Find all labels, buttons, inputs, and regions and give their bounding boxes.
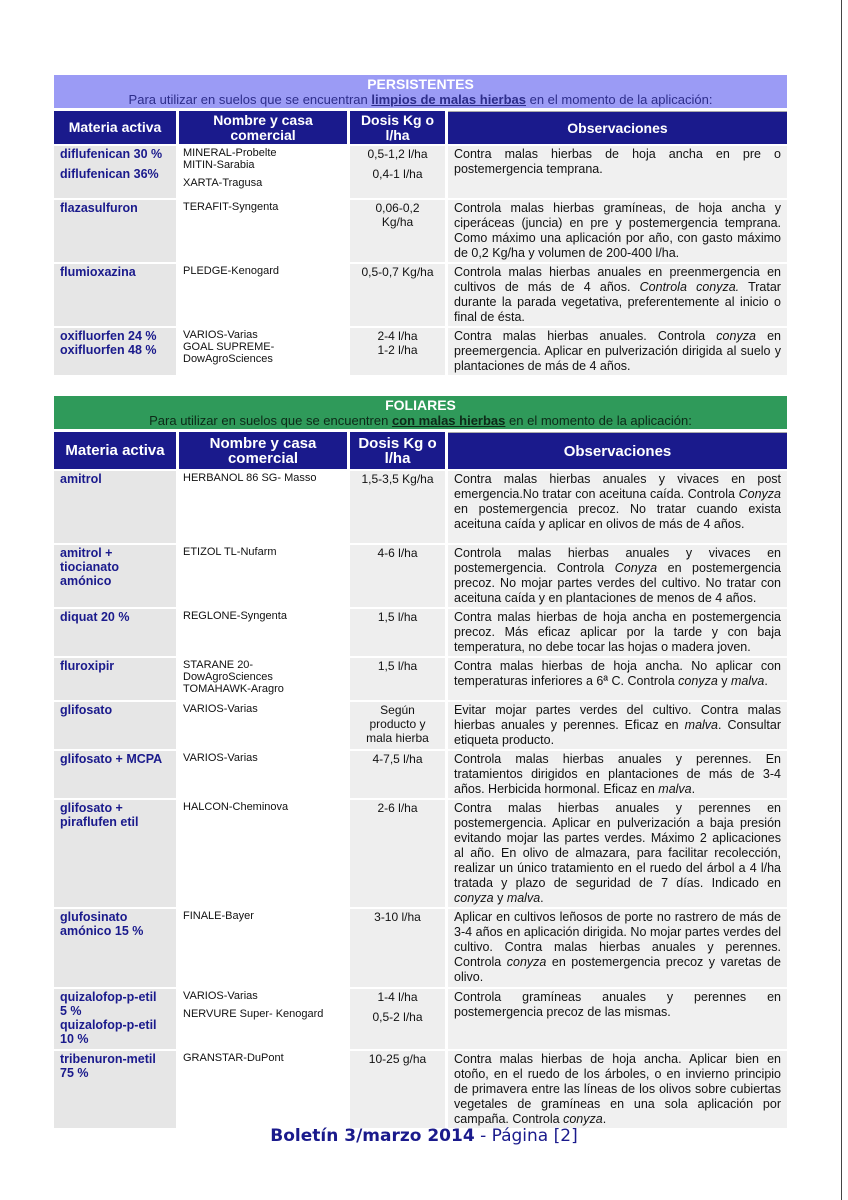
dosis-cell-line: 1-2 l/ha <box>377 343 418 357</box>
foliares-title: FOLIARES <box>385 397 456 413</box>
dosis-cell <box>350 909 445 987</box>
observaciones-cell <box>448 545 787 607</box>
persistentes-header <box>54 75 787 108</box>
observaciones-cell: Controla gramíneas anuales y perennes en postemergencia precoz de las mismas. <box>448 989 787 1049</box>
observation-text: en postemergencia precoz y varetas de olivo. <box>454 955 781 984</box>
dosis-cell <box>350 751 445 798</box>
dosis-cell-line: 1,5 l/ha <box>377 659 418 673</box>
observation-text: . Consultar etiqueta producto. <box>454 718 781 747</box>
nombre-comercial-cell-line: VARIOS-Varias <box>183 752 258 764</box>
col-dosis: Dosis Kg o l/ha <box>350 111 445 144</box>
materia-activa-cell-line: oxifluorfen 24 % <box>60 329 157 343</box>
nombre-comercial-cell-line: HERBANOL 86 SG- Masso <box>183 472 317 484</box>
materia-activa-cell <box>54 146 176 198</box>
dosis-cell-line: 1,5-3,5 Kg/ha <box>361 472 434 486</box>
species-name: conyza <box>563 1112 603 1126</box>
materia-activa-cell-line: fluroxipir <box>60 659 115 673</box>
observaciones-cell <box>448 658 787 700</box>
materia-activa-cell <box>54 609 176 656</box>
table-row <box>54 471 787 543</box>
materia-activa-cell-line: tribenuron-metil <box>60 1052 156 1066</box>
materia-activa-cell-line: diflufenican 30 % <box>60 147 163 161</box>
table-row <box>54 200 787 262</box>
observation-text: Contra malas hierbas anuales y perennes en postemergencia. Aplicar en pulverización a baja presión evitando mojar las partes verdes. Máximo 2 aplicaciones al año. En olivo de almazara, para facilitar recolección, realizar un único tratamiento en el ruedo del árbol a 4 l/ha tratada y plazo de seguridad de 7 días. Indicado en <box>454 801 781 890</box>
observation-text: . <box>691 782 696 796</box>
materia-activa-cell <box>54 751 176 798</box>
observation-text: Contra malas hierbas anuales y vivaces en post emergencia.No tratar con aceituna caída. Controla <box>454 472 781 501</box>
observation-text: . <box>602 1112 607 1126</box>
observation-text: Evitar mojar partes verdes del cultivo. Contra malas hierbas anuales y perennes. Eficaz en <box>454 703 781 732</box>
nombre-comercial-cell-line: VARIOS-Varias <box>183 990 258 1002</box>
nombre-comercial-cell-line: ETIZOL TL-Nufarm <box>183 546 277 558</box>
species-name: malva <box>506 891 541 905</box>
table-row <box>54 909 787 987</box>
observaciones-cell: Contra malas hierbas de hoja ancha en pre o postemergencia temprana. <box>448 146 787 198</box>
col-dosis: Dosis Kg o l/ha <box>350 432 445 469</box>
materia-activa-cell <box>54 264 176 326</box>
table-row <box>54 545 787 607</box>
nombre-comercial-cell <box>179 909 347 987</box>
observation-text: Contra malas hierbas anuales. Controla <box>454 329 717 343</box>
nombre-comercial-cell-line: FINALE-Bayer <box>183 910 254 922</box>
dosis-cell-line: producto y <box>369 717 426 731</box>
species-name: Conyza <box>738 487 781 501</box>
nombre-comercial-cell <box>179 471 347 543</box>
materia-activa-cell <box>54 328 176 375</box>
materia-activa-cell-line: 75 % <box>60 1066 89 1080</box>
dosis-cell-line: 1,5 l/ha <box>377 610 418 624</box>
observaciones-cell <box>448 328 787 375</box>
dosis-cell-line: 1-4 l/ha <box>377 990 418 1004</box>
dosis-cell <box>350 328 445 375</box>
nombre-comercial-cell-line: GRANSTAR-DuPont <box>183 1052 284 1064</box>
nombre-comercial-cell-line: XARTA-Tragusa <box>183 177 263 189</box>
materia-activa-cell-line: amitrol <box>60 472 102 486</box>
col-nombre-casa: Nombre y casa comercial <box>179 432 347 469</box>
nombre-comercial-cell-line: DowAgroSciences <box>183 671 273 683</box>
dosis-cell-line: 2-6 l/ha <box>377 801 418 815</box>
observaciones-cell <box>448 751 787 798</box>
footer-bulletin: Boletín 3/marzo 2014 <box>270 1126 475 1146</box>
observation-text: . <box>764 674 768 688</box>
table-row <box>54 989 787 1049</box>
nombre-comercial-cell-line: REGLONE-Syngenta <box>183 610 287 622</box>
foliares-table <box>54 396 787 1128</box>
species-name: malva <box>730 674 765 688</box>
materia-activa-cell-line: 5 % <box>60 1004 82 1018</box>
materia-activa-cell-line: diquat 20 % <box>60 610 130 624</box>
materia-activa-cell-line: glifosato <box>60 703 113 717</box>
materia-activa-cell-line: glifosato + <box>60 801 123 815</box>
dosis-cell <box>350 658 445 700</box>
materia-activa-cell <box>54 545 176 607</box>
col-materia-activa: Materia activa <box>54 432 176 469</box>
page-footer <box>0 1126 848 1146</box>
foliares-subtitle: Para utilizar en suelos que se encuentren con malas hierbas en el momento de la aplicación: <box>149 413 692 428</box>
nombre-comercial-cell-line: NERVURE Super- Kenogard <box>183 1008 324 1020</box>
observation-text: Aplicar en cultivos leñosos de porte no rastrero de más de 3-4 años en aplicación dirigida. No mojar partes verdes del cultivo. Contra malas hierbas anuales y perennes. Controla <box>454 910 781 969</box>
dosis-cell-line: 0,06-0,2 <box>375 201 420 215</box>
materia-activa-cell-line: diflufenican 36% <box>60 167 159 181</box>
footer-page: - Página [2] <box>474 1126 578 1146</box>
materia-activa-cell-line: piraflufen etil <box>60 815 139 829</box>
species-name: Conyza <box>614 561 658 575</box>
dosis-cell <box>350 609 445 656</box>
table-row <box>54 800 787 907</box>
table-row <box>54 751 787 798</box>
nombre-comercial-cell-line: HALCON-Cheminova <box>183 801 289 813</box>
nombre-comercial-cell <box>179 658 347 700</box>
nombre-comercial-cell-line: VARIOS-Varias <box>183 703 258 715</box>
foliares-column-headers <box>54 432 787 469</box>
nombre-comercial-cell-line: PLEDGE-Kenogard <box>183 265 279 277</box>
observation-text: Contra malas hierbas de hoja ancha. Aplicar bien en otoño, en el ruedo de los árboles, o en invierno principio de primavera entre las líneas de los olivos sobre cubiertas vegetales de gramíneas en una sola aplicación por campaña. Controla <box>454 1052 781 1126</box>
dosis-cell <box>350 545 445 607</box>
col-nombre-casa: Nombre y casa comercial <box>179 111 347 144</box>
species-name: conyza <box>716 329 756 343</box>
dosis-cell-line: 0,4-1 l/ha <box>372 167 423 181</box>
dosis-cell-line: 2-4 l/ha <box>377 329 418 343</box>
species-name: conyza <box>506 955 547 969</box>
observation-text: y <box>493 891 507 905</box>
table-row <box>54 1051 787 1128</box>
nombre-comercial-cell <box>179 702 347 749</box>
nombre-comercial-cell <box>179 264 347 326</box>
observation-text: Controla malas hierbas anuales en preenmergencia en cultivos de más de 4 años. <box>454 265 781 294</box>
observaciones-cell <box>448 909 787 987</box>
materia-activa-cell <box>54 658 176 700</box>
nombre-comercial-cell-line: DowAgroSciences <box>183 353 273 365</box>
nombre-comercial-cell <box>179 989 347 1049</box>
materia-activa-cell <box>54 1051 176 1128</box>
observation-text: Controla malas hierbas anuales y perennes. En tratamientos dirigidos en plantaciones de más de 3-4 años. Herbicida hormonal. Eficaz en <box>454 752 781 796</box>
dosis-cell-line: 4-6 l/ha <box>377 546 418 560</box>
materia-activa-cell <box>54 471 176 543</box>
dosis-cell <box>350 200 445 262</box>
observation-text: . <box>540 891 544 905</box>
foliares-rows <box>54 471 787 1128</box>
persistentes-title: PERSISTENTES <box>367 76 474 92</box>
nombre-comercial-cell-line: TERAFIT-Syngenta <box>183 201 279 213</box>
nombre-comercial-cell <box>179 800 347 907</box>
dosis-cell <box>350 146 445 198</box>
observation-text: y <box>717 674 731 688</box>
observaciones-cell <box>448 800 787 907</box>
table-row <box>54 702 787 749</box>
nombre-comercial-cell <box>179 328 347 375</box>
nombre-comercial-cell-line: STARANE 20- <box>183 659 254 671</box>
dosis-cell-line: 10-25 g/ha <box>368 1052 427 1066</box>
nombre-comercial-cell <box>179 545 347 607</box>
dosis-cell-line: Kg/ha <box>381 215 414 229</box>
materia-activa-cell <box>54 800 176 907</box>
materia-activa-cell <box>54 702 176 749</box>
materia-activa-cell-line: 10 % <box>60 1032 89 1046</box>
observation-text: Controla malas hierbas anuales y vivaces en postemergencia. Controla <box>454 546 781 575</box>
materia-activa-cell-line: amónico <box>60 574 112 588</box>
observaciones-cell <box>448 1051 787 1128</box>
dosis-cell-line: 0,5-2 l/ha <box>372 1010 423 1024</box>
observation-text: en postemergencia precoz. No tratar cuando exista aceituna caída y aplicar en olivos de más de 4 años. <box>454 502 781 531</box>
nombre-comercial-cell-line: TOMAHAWK-Aragro <box>183 683 284 695</box>
table-row <box>54 328 787 375</box>
species-name: conyza <box>678 674 718 688</box>
materia-activa-cell-line: amitrol + <box>60 546 113 560</box>
persistentes-subtitle: Para utilizar en suelos que se encuentran limpios de malas hierbas en el momento de la aplicación: <box>128 92 713 107</box>
species-name: conyza <box>454 891 494 905</box>
observation-text: Contra malas hierbas de hoja ancha. No aplicar con temperaturas inferiores a 6ª C. Controla <box>454 659 781 688</box>
table-row <box>54 264 787 326</box>
nombre-comercial-cell-line: VARIOS-Varias <box>183 329 258 341</box>
nombre-comercial-cell <box>179 751 347 798</box>
observation-text: en postemergencia precoz. No mojar partes verdes del cultivo. No tratar con aceituna caída y en plantaciones de menos de 4 años. <box>454 561 782 605</box>
materia-activa-cell <box>54 989 176 1049</box>
nombre-comercial-cell <box>179 200 347 262</box>
nombre-comercial-cell <box>179 146 347 198</box>
persistentes-column-headers <box>54 111 787 144</box>
species-name: Controla conyza. <box>639 280 740 294</box>
col-observaciones: Observaciones <box>448 111 787 144</box>
materia-activa-cell-line: amónico 15 % <box>60 924 144 938</box>
observation-text: Tratar durante la parada vegetativa, preferentemente al inicio o final de ésta. <box>454 280 781 324</box>
materia-activa-cell-line: flazasulfuron <box>60 201 138 215</box>
materia-activa-cell <box>54 200 176 262</box>
materia-activa-cell-line: oxifluorfen 48 % <box>60 343 157 357</box>
materia-activa-cell-line: quizalofop-p-etil <box>60 1018 157 1032</box>
materia-activa-cell-line: glifosato + MCPA <box>60 752 163 766</box>
nombre-comercial-cell <box>179 1051 347 1128</box>
materia-activa-cell-line: flumioxazina <box>60 265 136 279</box>
persistentes-rows <box>54 146 787 375</box>
table-row <box>54 658 787 700</box>
col-observaciones: Observaciones <box>448 432 787 469</box>
observaciones-cell <box>448 264 787 326</box>
table-row <box>54 146 787 198</box>
dosis-cell-line: 3-10 l/ha <box>374 910 421 924</box>
observation-text: en preemergencia. Aplicar en pulverización dirigida al suelo y plantaciones de más de 4 años. <box>454 329 781 373</box>
page-edge-line <box>841 0 842 1200</box>
materia-activa-cell-line: quizalofop-p-etil <box>60 990 157 1004</box>
observaciones-cell <box>448 471 787 543</box>
dosis-cell <box>350 702 445 749</box>
foliares-header <box>54 396 787 429</box>
dosis-cell <box>350 989 445 1049</box>
observaciones-cell: Contra malas hierbas de hoja ancha en postemergencia precoz. Más eficaz aplicar por la tarde y con baja temperatura, no debe tocar las hojas o madera joven. <box>448 609 787 656</box>
nombre-comercial-cell <box>179 609 347 656</box>
materia-activa-cell-line: glufosinato <box>60 910 128 924</box>
dosis-cell <box>350 264 445 326</box>
observaciones-cell <box>448 702 787 749</box>
observaciones-cell: Controla malas hierbas gramíneas, de hoja ancha y ciperáceas (juncia) en pre y postemergencia temprana. Como máximo una aplicación por año, con gasto máximo de 0,2 Kg/ha y volumen de 200-400 l/ha. <box>448 200 787 262</box>
materia-activa-cell-line: tiocianato <box>60 560 120 574</box>
nombre-comercial-cell-line: MINERAL-Probelte <box>183 147 277 159</box>
dosis-cell <box>350 800 445 907</box>
materia-activa-cell <box>54 909 176 987</box>
species-name: malva <box>684 718 718 732</box>
dosis-cell-line: mala hierba <box>366 731 429 745</box>
dosis-cell-line: 0,5-1,2 l/ha <box>367 147 428 161</box>
species-name: malva <box>658 782 692 796</box>
dosis-cell <box>350 471 445 543</box>
persistentes-table <box>54 75 787 375</box>
col-materia-activa: Materia activa <box>54 111 176 144</box>
nombre-comercial-cell-line: MITIN-Sarabia <box>183 159 255 171</box>
dosis-cell-line: Según <box>380 703 415 717</box>
nombre-comercial-cell-line: GOAL SUPREME- <box>183 341 275 353</box>
dosis-cell-line: 4-7,5 l/ha <box>372 752 423 766</box>
table-row <box>54 609 787 656</box>
dosis-cell-line: 0,5-0,7 Kg/ha <box>361 265 434 279</box>
dosis-cell <box>350 1051 445 1128</box>
